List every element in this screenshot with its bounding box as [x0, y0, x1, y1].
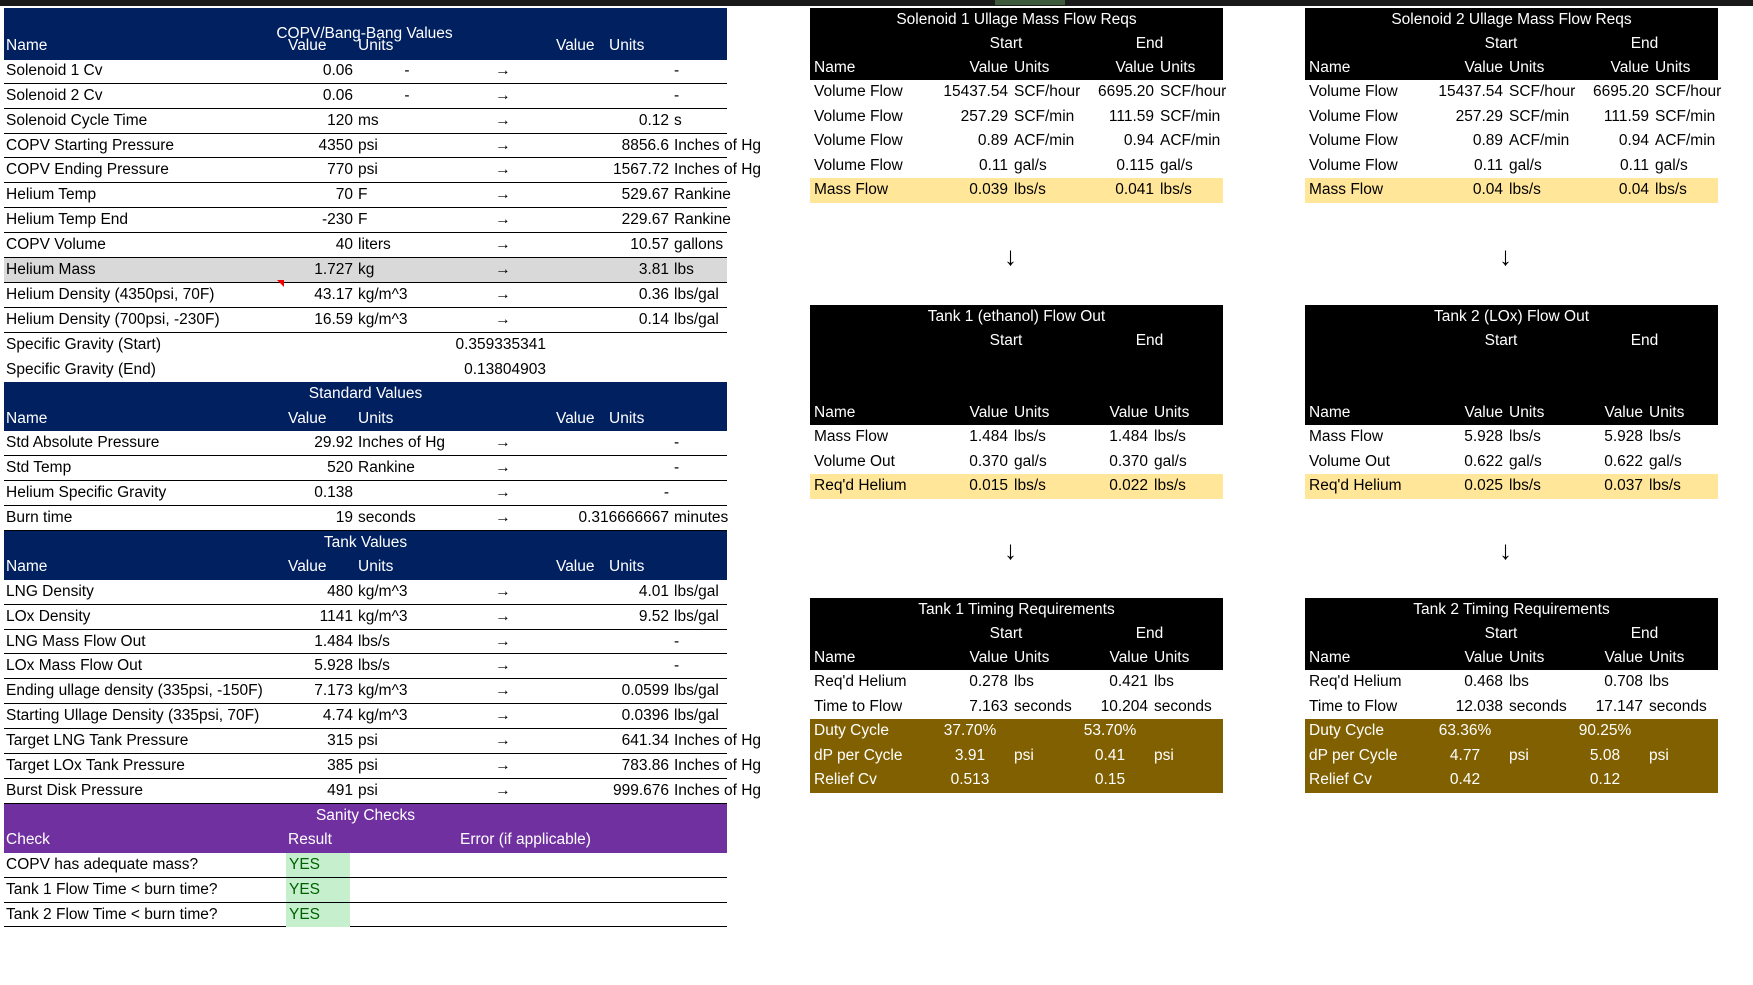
table-row[interactable]	[4, 158, 762, 183]
cell-units[interactable]: F	[358, 186, 368, 204]
cell-name[interactable]: COPV Starting Pressure	[6, 136, 174, 154]
block-row[interactable]: Req'd Helium 0.468 lbs 0.708 lbs	[1309, 673, 1669, 691]
arrow-icon[interactable]: →	[495, 582, 511, 600]
cell-name[interactable]: Solenoid 1 Cv	[6, 61, 103, 79]
sanity-check-row[interactable]	[4, 878, 727, 903]
arrow-icon[interactable]: →	[495, 161, 511, 179]
table-row[interactable]	[4, 779, 762, 804]
cell-units[interactable]: lbs/s	[358, 657, 390, 675]
table-row[interactable]	[4, 233, 727, 258]
cell-value[interactable]: 1.484	[314, 632, 353, 650]
cell-units[interactable]: psi	[358, 732, 378, 750]
cell-value2[interactable]: 0.12	[638, 111, 669, 129]
table-row[interactable]	[4, 183, 731, 208]
cell-units[interactable]: kg/m^3	[358, 310, 408, 328]
cell-name[interactable]: Burn time	[6, 508, 73, 526]
table-row[interactable]	[4, 580, 727, 605]
block-header	[810, 598, 1223, 670]
cell-units2[interactable]: lbs/gal	[674, 310, 719, 328]
table-row[interactable]	[4, 134, 762, 159]
arrow-icon[interactable]: →	[495, 707, 511, 725]
column-header-row: Name Value Units Value Units	[1309, 59, 1691, 76]
table-row[interactable]	[4, 208, 731, 233]
cell-value[interactable]: 315	[327, 732, 353, 750]
cell-value[interactable]: 40	[335, 236, 353, 254]
cell-units2[interactable]: Inches of Hg	[674, 136, 762, 154]
arrow-icon[interactable]: →	[495, 260, 511, 278]
block-title: Tank 1 (ethanol) Flow Out	[927, 308, 1106, 325]
table-row[interactable]	[4, 654, 727, 679]
cell-units[interactable]: kg/m^3	[358, 285, 408, 303]
down-arrow-icon: ↓	[1004, 535, 1017, 565]
cell-name[interactable]: Std Absolute Pressure	[6, 434, 160, 452]
cell-name[interactable]: Specific Gravity (End)	[6, 361, 156, 379]
cell-units2[interactable]: lbs/gal	[674, 285, 719, 303]
arrow-icon[interactable]: →	[495, 756, 511, 774]
cell-units2[interactable]: lbs/gal	[674, 582, 719, 600]
start-end-header: Start End	[1484, 35, 1659, 52]
cell-units2[interactable]: lbs/gal	[674, 607, 719, 625]
tank2-timing-block	[1305, 598, 1718, 793]
cell-value[interactable]: 43.17	[314, 285, 353, 303]
cell-name[interactable]: COPV Volume	[6, 236, 106, 254]
block-row[interactable]: Volume Flow 0.11 gal/s 0.115 gal/s	[814, 156, 1193, 174]
table-row[interactable]	[4, 481, 727, 506]
table-row[interactable]	[4, 333, 727, 358]
block-row[interactable]: Time to Flow 12.038 seconds 17.147 seconds	[1309, 697, 1707, 715]
arrow-icon[interactable]: →	[495, 211, 511, 229]
cell-name[interactable]: Helium Density (4350psi, 70F)	[6, 285, 215, 303]
cell-name[interactable]: Std Temp	[6, 459, 72, 477]
cell-name[interactable]: Solenoid Cycle Time	[6, 111, 148, 129]
block-row[interactable]: Volume Flow 257.29 SCF/min 111.59 SCF/min	[1309, 107, 1716, 125]
column-header-row: Name Value Units Value Units	[814, 59, 1196, 76]
block-title: Tank 2 Timing Requirements	[1413, 601, 1610, 618]
col-value2-header: Value	[556, 37, 595, 55]
cell-units2[interactable]: -	[674, 459, 680, 477]
column-header-row: Name Value Units Value Units	[1309, 649, 1685, 666]
cell-units2[interactable]: -	[674, 632, 680, 650]
arrow-icon[interactable]: →	[495, 607, 511, 625]
cell-units[interactable]: psi	[358, 781, 378, 799]
table-row[interactable]	[4, 431, 727, 456]
arrow-icon[interactable]: →	[495, 61, 511, 79]
table-row[interactable]	[4, 754, 762, 779]
cell-units[interactable]: kg	[358, 260, 375, 278]
block-row[interactable]: Time to Flow 7.163 seconds 10.204 seconds	[814, 697, 1212, 715]
block-row[interactable]: Req'd Helium 0.025 lbs/s 0.037 lbs/s	[1305, 474, 1718, 499]
start-end-header: Start End	[1484, 332, 1659, 349]
check-result[interactable]: YES	[286, 903, 350, 927]
cell-value2[interactable]: 783.86	[621, 756, 669, 774]
block-row[interactable]: Volume Out 0.622 gal/s 0.622 gal/s	[1309, 452, 1682, 470]
cell-value[interactable]: 0.13804903	[464, 361, 546, 379]
table-row[interactable]	[4, 704, 727, 729]
arrow-icon[interactable]: →	[495, 682, 511, 700]
block-row[interactable]: Volume Flow 15437.54 SCF/hour 6695.20 SCF/hour	[814, 83, 1227, 101]
cell-name[interactable]: Helium Mass	[6, 260, 96, 278]
table-row[interactable]	[4, 283, 727, 308]
block-title: Solenoid 2 Ullage Mass Flow Reqs	[1391, 11, 1632, 28]
cell-value[interactable]: 7.173	[314, 682, 353, 700]
column-header-row: Name Value Units Value Units	[814, 404, 1190, 421]
arrow-icon[interactable]: →	[495, 459, 511, 477]
cell-name[interactable]: LOx Density	[6, 607, 91, 625]
tank-section-title: Tank Values	[4, 531, 727, 555]
cell-units[interactable]: psi	[358, 161, 378, 179]
cell-value[interactable]: 70	[335, 186, 353, 204]
cell-units[interactable]: kg/m^3	[358, 582, 408, 600]
down-arrow-icon: ↓	[1499, 535, 1512, 565]
cell-value[interactable]: 770	[327, 161, 353, 179]
arrow-icon[interactable]: →	[495, 508, 511, 526]
standard-section-title: Standard Values	[4, 382, 727, 406]
table-row[interactable]	[4, 358, 727, 383]
block-row-highlight[interactable]: Relief Cv 0.513 0.15	[810, 768, 1223, 793]
cell-value2[interactable]: 0.36	[638, 285, 669, 303]
block-header	[1305, 598, 1718, 670]
cell-units[interactable]: ms	[358, 111, 379, 129]
cell-value2[interactable]: 0.0599	[621, 682, 669, 700]
cell-units2[interactable]: -	[674, 61, 680, 79]
cell-units[interactable]: kg/m^3	[358, 707, 408, 725]
cell-value[interactable]: 29.92	[314, 434, 353, 452]
arrow-icon[interactable]: →	[495, 434, 511, 452]
cell-units[interactable]: Rankine	[358, 459, 415, 477]
block-row-highlight[interactable]: dP per Cycle 4.77 psi 5.08 psi	[1305, 744, 1718, 769]
table-row[interactable]	[4, 258, 727, 283]
block-header	[810, 8, 1223, 80]
cell-units2[interactable]: s	[674, 111, 682, 129]
column-header-strip	[0, 0, 1753, 6]
cell-value2[interactable]: 999.676	[612, 781, 669, 799]
left-parameter-table	[4, 8, 762, 927]
block-row[interactable]: Req'd Helium 0.278 lbs 0.421 lbs	[814, 673, 1174, 691]
arrow-icon[interactable]: →	[495, 136, 511, 154]
solenoid2-block	[1305, 8, 1722, 203]
cell-units2[interactable]: minutes	[674, 508, 729, 526]
block-title: Tank 1 Timing Requirements	[918, 601, 1115, 618]
cell-units2[interactable]: -	[674, 86, 680, 104]
standard-header-row: Name Value Units Value Units	[4, 406, 727, 431]
cell-units[interactable]: -	[404, 61, 410, 79]
cell-value2[interactable]: 229.67	[621, 211, 669, 229]
cell-units2[interactable]: Rankine	[674, 211, 731, 229]
cell-units2[interactable]: Inches of Hg	[674, 756, 762, 774]
col-value-header: Value	[288, 37, 327, 55]
cell-value[interactable]: 4350	[318, 136, 353, 154]
arrow-icon[interactable]: →	[495, 657, 511, 675]
cell-units[interactable]: seconds	[358, 508, 416, 526]
cell-name[interactable]: Target LNG Tank Pressure	[6, 732, 189, 750]
block-row[interactable]: Mass Flow 1.484 lbs/s 1.484 lbs/s	[814, 428, 1186, 446]
table-row[interactable]	[4, 59, 727, 84]
tank1-timing-block	[810, 598, 1223, 793]
tank1-flow-block	[810, 305, 1223, 499]
cell-units[interactable]: lbs/s	[358, 632, 390, 650]
cell-units2[interactable]: Rankine	[674, 186, 731, 204]
tank2-flow-block	[1305, 305, 1718, 499]
cell-value2[interactable]: 10.57	[630, 236, 669, 254]
cell-value[interactable]: 0.359335341	[455, 336, 546, 354]
cell-units[interactable]: psi	[358, 756, 378, 774]
col-name-header: Name	[6, 37, 48, 55]
check-result[interactable]: YES	[286, 878, 350, 902]
column-header-row: Name Value Units Value Units	[1309, 404, 1685, 421]
cell-value[interactable]: 19	[335, 508, 353, 526]
cell-value2[interactable]: 1567.72	[612, 161, 669, 179]
check-label[interactable]: COPV has adequate mass?	[6, 855, 199, 873]
cell-units2[interactable]: lbs	[674, 260, 694, 278]
arrow-icon[interactable]: →	[495, 186, 511, 204]
check-label[interactable]: Tank 2 Flow Time < burn time?	[6, 905, 218, 923]
cell-value[interactable]: 491	[327, 781, 353, 799]
solenoid1-block	[810, 8, 1227, 203]
copv-section-title: COPV/Bang-Bang Values	[4, 8, 727, 60]
block-row-highlight[interactable]: Relief Cv 0.42 0.12	[1305, 768, 1718, 793]
check-label[interactable]: Tank 1 Flow Time < burn time?	[6, 880, 218, 898]
arrow-icon[interactable]: →	[495, 285, 511, 303]
cell-units2[interactable]: -	[674, 657, 680, 675]
cell-units2[interactable]: Inches of Hg	[674, 161, 762, 179]
block-header	[1305, 305, 1718, 425]
cell-name[interactable]: LOx Mass Flow Out	[6, 657, 143, 675]
cell-value2[interactable]: 641.34	[621, 732, 669, 750]
cell-value2[interactable]: 8856.6	[621, 136, 669, 154]
cell-value[interactable]: 16.59	[314, 310, 353, 328]
cell-units2[interactable]: Inches of Hg	[674, 732, 762, 750]
block-row-highlight[interactable]: Duty Cycle 37.70% 53.70%	[810, 719, 1223, 744]
table-row[interactable]	[4, 630, 727, 655]
cell-value[interactable]: 480	[327, 582, 353, 600]
cell-units2[interactable]: lbs/gal	[674, 682, 719, 700]
table-row[interactable]	[4, 506, 727, 531]
block-row[interactable]: Volume Flow 257.29 SCF/min 111.59 SCF/min	[814, 107, 1221, 125]
cell-value[interactable]: 0.06	[322, 86, 353, 104]
cell-units[interactable]: liters	[358, 236, 391, 254]
col-units2-header: Units	[609, 37, 645, 55]
block-row[interactable]: Volume Flow 0.89 ACF/min 0.94 ACF/min	[1309, 132, 1716, 150]
block-row[interactable]: Req'd Helium 0.015 lbs/s 0.022 lbs/s	[810, 474, 1223, 499]
table-row[interactable]	[4, 729, 762, 754]
cell-value[interactable]: 0.138	[314, 484, 353, 502]
start-end-header: Start End	[989, 35, 1164, 52]
cell-name[interactable]: LNG Mass Flow Out	[6, 632, 146, 650]
cell-units2[interactable]: gallons	[674, 236, 724, 254]
cell-value[interactable]: 5.928	[314, 657, 353, 675]
block-row[interactable]: Volume Flow 15437.54 SCF/hour 6695.20 SCF/hour	[1309, 83, 1722, 101]
block-row[interactable]: Volume Flow 0.89 ACF/min 0.94 ACF/min	[814, 132, 1221, 150]
cell-value2[interactable]: 0.14	[638, 310, 669, 328]
cell-units[interactable]: -	[404, 86, 410, 104]
cell-units[interactable]: kg/m^3	[358, 607, 408, 625]
table-row[interactable]	[4, 679, 727, 704]
table-row[interactable]	[4, 109, 727, 134]
arrow-icon[interactable]: →	[495, 632, 511, 650]
cell-name[interactable]: LNG Density	[6, 582, 94, 600]
table-row[interactable]	[4, 308, 727, 333]
cell-value2[interactable]: 529.67	[621, 186, 669, 204]
cell-value2[interactable]: 4.01	[638, 582, 669, 600]
cell-value[interactable]: 0.06	[322, 61, 353, 79]
cell-value2[interactable]: 9.52	[638, 607, 669, 625]
block-title: Tank 2 (LOx) Flow Out	[1433, 308, 1590, 325]
cell-units[interactable]: kg/m^3	[358, 682, 408, 700]
sanity-check-row[interactable]	[4, 853, 727, 878]
table-row[interactable]	[4, 84, 727, 109]
cell-name[interactable]: Solenoid 2 Cv	[6, 86, 103, 104]
block-header	[1305, 8, 1718, 80]
cell-value[interactable]: 520	[327, 459, 353, 477]
block-row-highlight[interactable]: Duty Cycle 63.36% 90.25%	[1305, 719, 1718, 744]
cell-value[interactable]: 1141	[319, 607, 353, 625]
column-header-row: Name Value Units Value Units	[814, 649, 1190, 666]
sanity-check-row[interactable]	[4, 903, 727, 928]
block-header	[810, 305, 1223, 425]
cell-name[interactable]: Burst Disk Pressure	[6, 781, 143, 799]
arrow-icon[interactable]: →	[495, 111, 511, 129]
arrow-icon[interactable]: →	[495, 310, 511, 328]
cell-name[interactable]: COPV Ending Pressure	[6, 161, 169, 179]
start-end-header: Start End	[989, 625, 1164, 642]
start-end-header: Start End	[1484, 625, 1659, 642]
cell-value[interactable]: 385	[327, 756, 353, 774]
col-units-header: Units	[358, 37, 394, 55]
arrow-icon[interactable]: →	[495, 86, 511, 104]
cell-name[interactable]: Helium Temp	[6, 186, 97, 204]
block-row[interactable]: Volume Flow 0.11 gal/s 0.11 gal/s	[1309, 156, 1688, 174]
block-row[interactable]: Mass Flow 5.928 lbs/s 5.928 lbs/s	[1309, 428, 1681, 446]
cell-name[interactable]: Helium Density (700psi, -230F)	[6, 310, 220, 328]
table-row[interactable]	[4, 456, 727, 481]
arrow-icon[interactable]: →	[495, 484, 511, 502]
cell-name[interactable]: Ending ullage density (335psi, -150F)	[6, 682, 263, 700]
sanity-section-title: Sanity Checks	[4, 804, 727, 828]
selected-column-indicator	[995, 0, 1065, 5]
copv-header-row	[4, 34, 727, 59]
arrow-icon[interactable]: →	[495, 732, 511, 750]
arrow-icon[interactable]: →	[495, 236, 511, 254]
comment-indicator-icon[interactable]	[277, 280, 284, 287]
tank-header-row: Name Value Units Value Units	[4, 555, 727, 580]
block-row[interactable]: Mass Flow 0.04 lbs/s 0.04 lbs/s	[1305, 178, 1718, 203]
table-row[interactable]	[4, 605, 727, 630]
cell-value[interactable]: 1.727	[314, 260, 353, 278]
sanity-header-row: Check Result Error (if applicable)	[4, 828, 727, 853]
cell-name[interactable]: Helium Temp End	[6, 211, 129, 229]
check-result[interactable]: YES	[286, 853, 350, 877]
cell-units2[interactable]: Inches of Hg	[674, 781, 762, 799]
cell-units[interactable]: Inches of Hg	[358, 434, 446, 452]
cell-value2[interactable]: 0.0396	[621, 707, 669, 725]
start-end-header: Start End	[989, 332, 1164, 349]
block-title: Solenoid 1 Ullage Mass Flow Reqs	[896, 11, 1137, 28]
block-row[interactable]: Volume Out 0.370 gal/s 0.370 gal/s	[814, 452, 1187, 470]
cell-value[interactable]: -230	[321, 211, 353, 229]
cell-name[interactable]: Specific Gravity (Start)	[6, 336, 162, 354]
cell-value[interactable]: 120	[327, 111, 353, 129]
cell-value2[interactable]: 3.81	[638, 260, 669, 278]
arrow-icon[interactable]: →	[495, 781, 511, 799]
cell-value2[interactable]: -	[663, 484, 669, 502]
cell-name[interactable]: Helium Specific Gravity	[6, 484, 167, 502]
cell-name[interactable]: Target LOx Tank Pressure	[6, 756, 185, 774]
block-row[interactable]: Mass Flow 0.039 lbs/s 0.041 lbs/s	[810, 178, 1223, 203]
cell-value[interactable]: 4.74	[322, 707, 353, 725]
cell-value2[interactable]: 0.316666667	[578, 508, 669, 526]
cell-units2[interactable]: -	[674, 434, 680, 452]
cell-units[interactable]: psi	[358, 136, 378, 154]
cell-name[interactable]: Starting Ullage Density (335psi, 70F)	[6, 707, 260, 725]
down-arrow-icon: ↓	[1499, 241, 1512, 271]
block-row-highlight[interactable]: dP per Cycle 3.91 psi 0.41 psi	[810, 744, 1223, 769]
cell-units[interactable]: F	[358, 211, 368, 229]
cell-units2[interactable]: lbs/gal	[674, 707, 719, 725]
down-arrow-icon: ↓	[1004, 241, 1017, 271]
